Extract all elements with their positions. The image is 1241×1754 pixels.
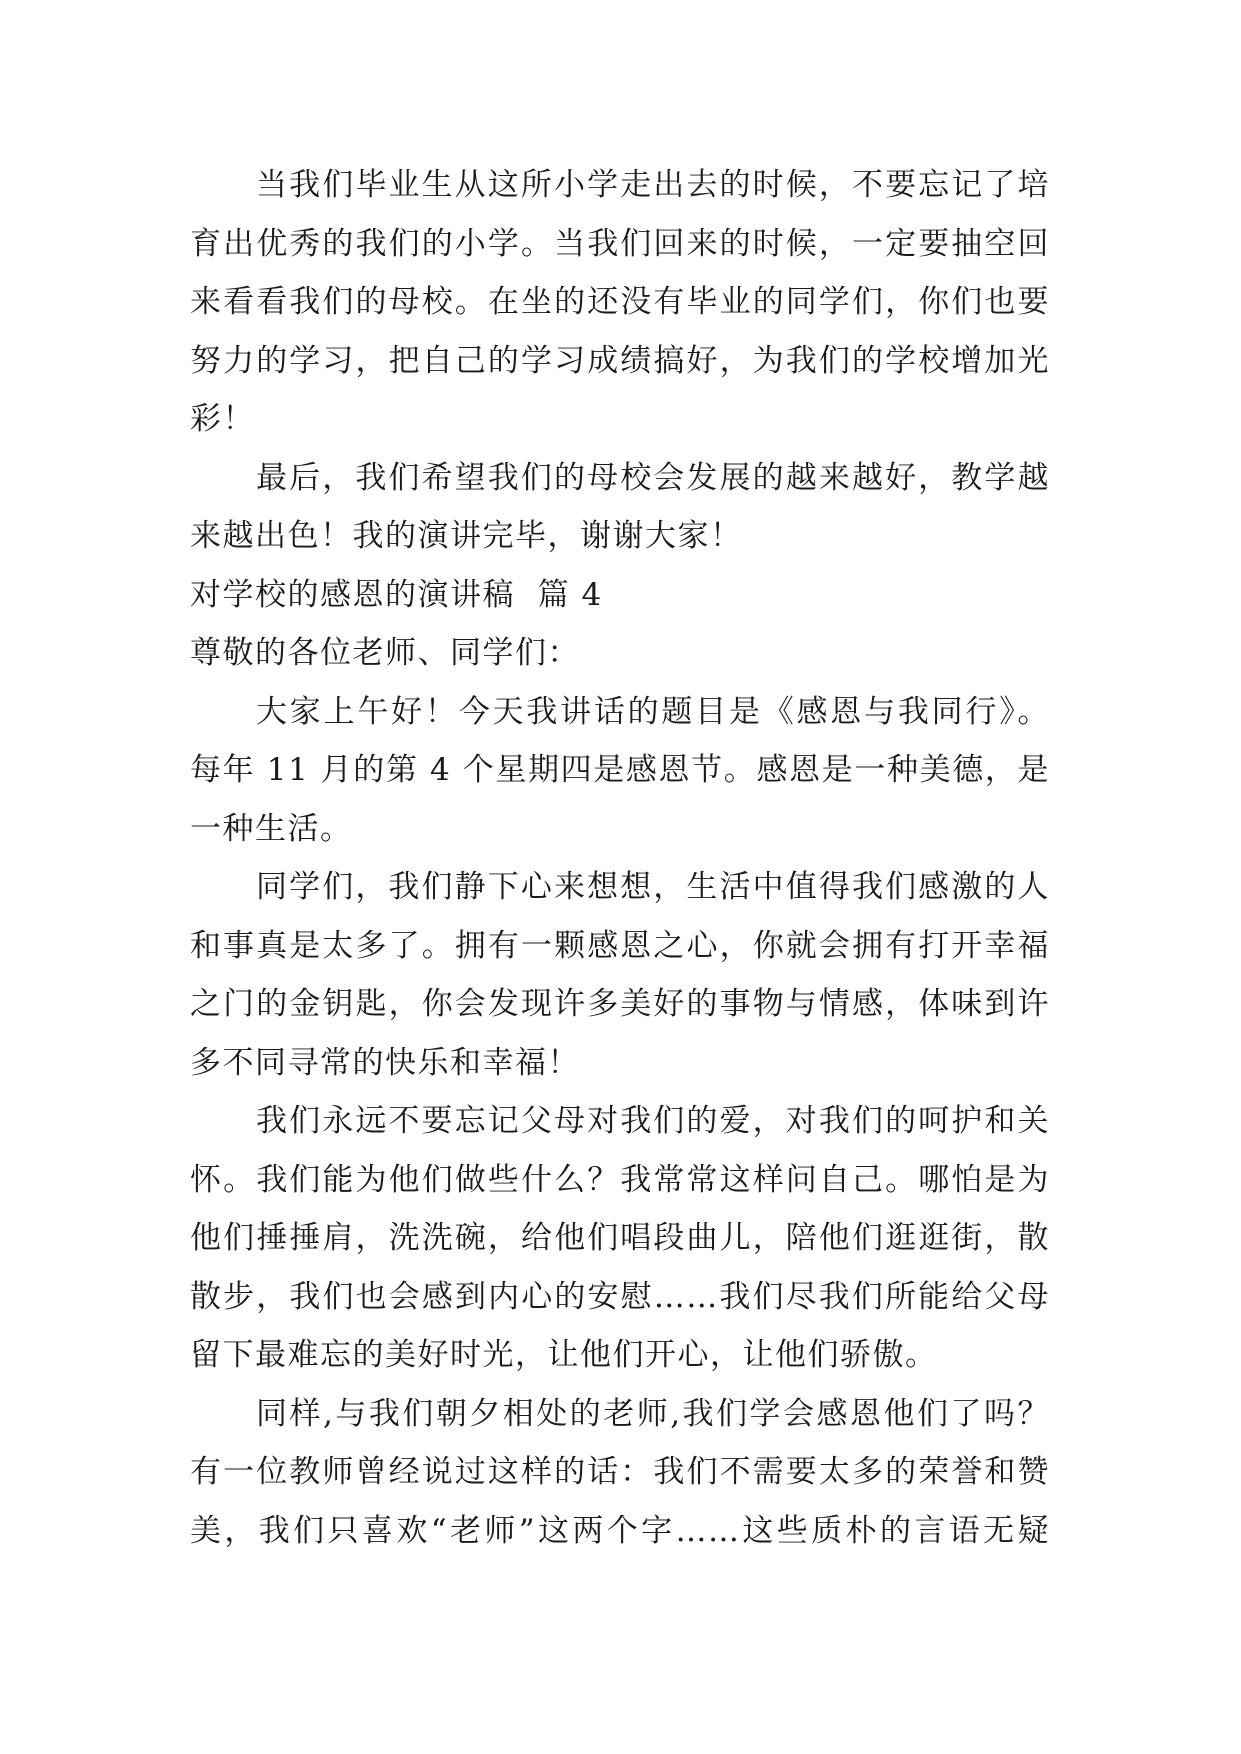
text-line: 一种生活。 [190, 810, 353, 847]
text-line: 留下最难忘的美好时光，让他们开心，让他们骄傲。 [190, 1337, 938, 1373]
text-line: 同学们，我们静下心来想想，生活中值得我们感激的人 [256, 869, 1050, 905]
text-line: 有一位教师曾经说过这样的话：我们不需要太多的荣誉和赞 [190, 1454, 1050, 1490]
salutation-text: 尊敬的各位老师、同学们： [190, 635, 580, 671]
paragraph-closing [190, 449, 1050, 566]
text-line: 和事真是太多了。拥有一颗感恩之心，你就会拥有打开幸福 [190, 927, 1050, 964]
text-line: 每年 11 月的第 4 个星期四是感恩节。感恩是一种美德，是 [190, 752, 1050, 788]
salutation [190, 624, 1050, 683]
text-line: 散步，我们也会感到内心的安慰……我们尽我们所能给父母 [190, 1278, 1050, 1315]
paragraph-parents [190, 1092, 1050, 1385]
paragraph-gratitude [190, 858, 1050, 1092]
text-line: 他们捶捶肩，洗洗碗，给他们唱段曲儿，陪他们逛逛街，散 [190, 1220, 1050, 1256]
text-line: 美，我们只喜欢“老师”这两个字……这些质朴的言语无疑 [190, 1512, 1050, 1549]
text-line: 来看看我们的母校。在坐的还没有毕业的同学们，你们也要 [190, 284, 1050, 320]
text-line: 彩！ [190, 401, 255, 437]
text-line: 最后，我们希望我们的母校会发展的越来越好，教学越 [256, 459, 1050, 496]
text-line: 多不同寻常的快乐和幸福！ [190, 1044, 580, 1081]
text-line: 育出优秀的我们的小学。当我们回来的时候，一定要抽空回 [190, 225, 1050, 262]
text-line: 之门的金钥匙，你会发现许多美好的事物与情感，体味到许 [190, 986, 1050, 1022]
section-heading [190, 566, 1050, 625]
document-page [190, 156, 1050, 1560]
heading-text: 对学校的感恩的演讲稿 篇 4 [190, 576, 603, 613]
paragraph-teachers [190, 1385, 1050, 1561]
paragraph-intro [190, 683, 1050, 859]
text-line: 努力的学习，把自己的学习成绩搞好，为我们的学校增加光 [190, 342, 1050, 379]
text-line: 来越出色！我的演讲完毕，谢谢大家！ [190, 518, 743, 554]
text-line: 我们永远不要忘记父母对我们的爱，对我们的呵护和关 [256, 1103, 1050, 1139]
paragraph-graduates [190, 156, 1050, 449]
text-line: 怀。我们能为他们做些什么？我常常这样问自己。哪怕是为 [190, 1161, 1050, 1198]
text-line: 同样,与我们朝夕相处的老师,我们学会感恩他们了吗？ [256, 1395, 1050, 1432]
text-line: 当我们毕业生从这所小学走出去的时候，不要忘记了培 [256, 167, 1050, 203]
text-line: 大家上午好！今天我讲话的题目是《感恩与我同行》。 [256, 693, 1050, 730]
